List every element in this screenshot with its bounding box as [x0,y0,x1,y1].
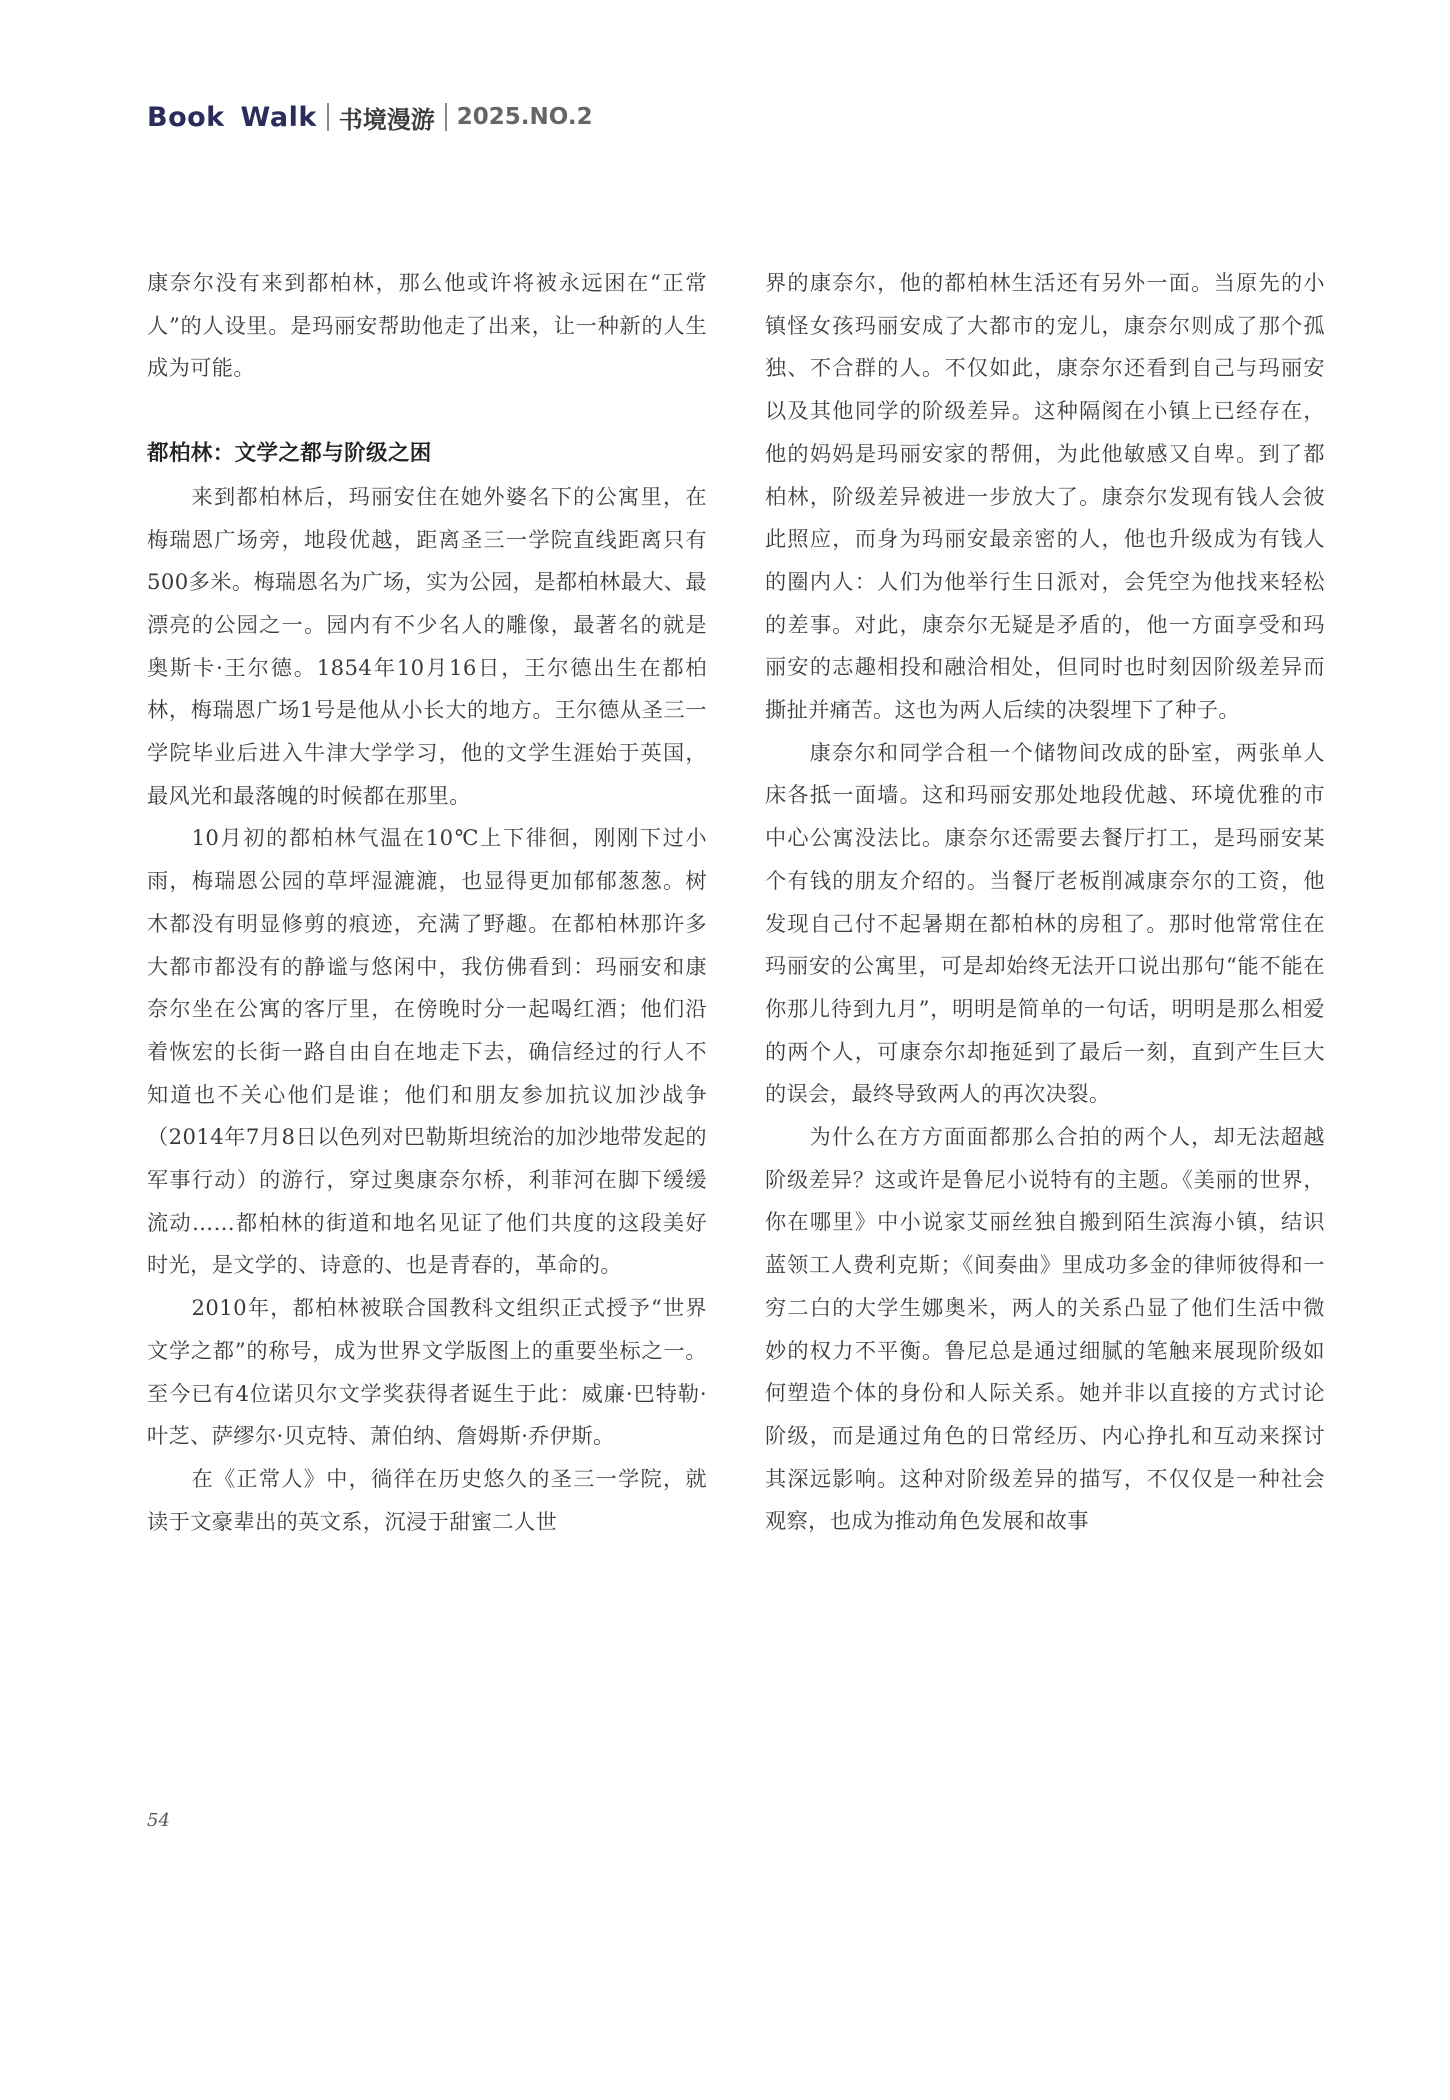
paragraph: 在《正常人》中，徜徉在历史悠久的圣三一学院，就读于文豪辈出的英文系，沉浸于甜蜜二人世 [147,1465,707,1534]
paragraph: 2010年，都柏林被联合国教科文组织正式授予“世界文学之都”的称号，成为世界文学版图上的重要坐标之一。至今已有4位诺贝尔文学奖获得者诞生于此：威廉·巴特勒·叶芝、萨缪尔·贝克特、萧伯纳、詹姆斯·乔伊斯。 [147,1295,707,1449]
paragraph: 康奈尔和同学合租一个储物间改成的卧室，两张单人床各抵一面墙。这和玛丽安那处地段优越、环境优雅的市中心公寓没法比。康奈尔还需要去餐厅打工，是玛丽安某个有钱的朋友介绍的。当餐厅老板削减康奈尔的工资，他发现自己付不起暑期在都柏林的房租了。那时他常常住在玛丽安的公寓里，可是却始终无法开口说出那句“能不能在你那儿待到九月”，明明是简单的一句话，明明是那么相爱的两个人，可康奈尔却拖延到了最后一刻，直到产生巨大的误会，最终导致两人的再次决裂。 [765,739,1325,1107]
right-column [765,262,1325,1543]
section-heading: 都柏林：文学之都与阶级之困 [147,441,432,467]
page-number: 54 [147,1810,170,1831]
paragraph-continuation: 康奈尔没有来到都柏林，那么他或许将被永远困在“正常人”的人设里。是玛丽安帮助他走了出来，让一种新的人生成为可能。 [147,270,707,381]
paragraph: 来到都柏林后，玛丽安住在她外婆名下的公寓里，在梅瑞恩广场旁，地段优越，距离圣三一学院直线距离只有500多米。梅瑞恩名为广场，实为公园，是都柏林最大、最漂亮的公园之一。园内有不少名人的雕像，最著名的就是奥斯卡·王尔德。1854年10月16日，王尔德出生在都柏林，梅瑞恩广场1号是他从小长大的地方。王尔德从圣三一学院毕业后进入牛津大学学习，他的文学生涯始于英国，最风光和最落魄的时候都在那里。 [147,483,707,808]
paragraph: 为什么在方方面面都那么合拍的两个人，却无法超越阶级差异？这或许是鲁尼小说特有的主题。《美丽的世界，你在哪里》中小说家艾丽丝独自搬到陌生滨海小镇，结识蓝领工人费利克斯；《间奏曲》里成功多金的律师彼得和一穷二白的大学生娜奥米，两人的关系凸显了他们生活中微妙的权力不平衡。鲁尼总是通过细腻的笔触来展现阶级如何塑造个体的身份和人际关系。她并非以直接的方式讨论阶级，而是通过角色的日常经历、内心挣扎和互动来探讨其深远影响。这种对阶级差异的描写，不仅仅是一种社会观察，也成为推动角色发展和故事 [765,1124,1325,1534]
column-name: 书境漫游 [338,105,435,134]
issue-number: 2025.NO.2 [456,104,593,130]
paragraph-continuation: 界的康奈尔，他的都柏林生活还有另外一面。当原先的小镇怪女孩玛丽安成了大都市的宠儿，康奈尔则成了那个孤独、不合群的人。不仅如此，康奈尔还看到自己与玛丽安以及其他同学的阶级差异。这种隔阂在小镇上已经存在，他的妈妈是玛丽安家的帮佣，为此他敏感又自卑。到了都柏林，阶级差异被进一步放大了。康奈尔发现有钱人会彼此照应，而身为玛丽安最亲密的人，他也升级成为有钱人的圈内人：人们为他举行生日派对，会凭空为他找来轻松的差事。对此，康奈尔无疑是矛盾的，他一方面享受和玛丽安的志趣相投和融洽相处，但同时也时刻因阶级差异而撕扯并痛苦。这也为两人后续的决裂埋下了种子。 [765,270,1325,723]
paragraph: 10月初的都柏林气温在10℃上下徘徊，刚刚下过小雨，梅瑞恩公园的草坪湿漉漉，也显得更加郁郁葱葱。树木都没有明显修剪的痕迹，充满了野趣。在都柏林那许多大都市都没有的静谧与悠闲中，我仿佛看到：玛丽安和康奈尔坐在公寓的客厅里，在傍晚时分一起喝红酒；他们沿着恢宏的长街一路自由自在地走下去，确信经过的行人不知道也不关心他们是谁；他们和朋友参加抗议加沙战争（2014年7月8日以色列对巴勒斯坦统治的加沙地带发起的军事行动）的游行，穿过奥康奈尔桥，利菲河在脚下缓缓流动……都柏林的街道和地名见证了他们共度的这段美好时光，是文学的、诗意的、也是青春的，革命的。 [147,825,707,1278]
header-divider [445,103,447,131]
header-divider [327,103,329,131]
masthead [147,97,593,137]
magazine-brand: Book Walk [147,101,317,133]
left-column [147,262,707,1543]
